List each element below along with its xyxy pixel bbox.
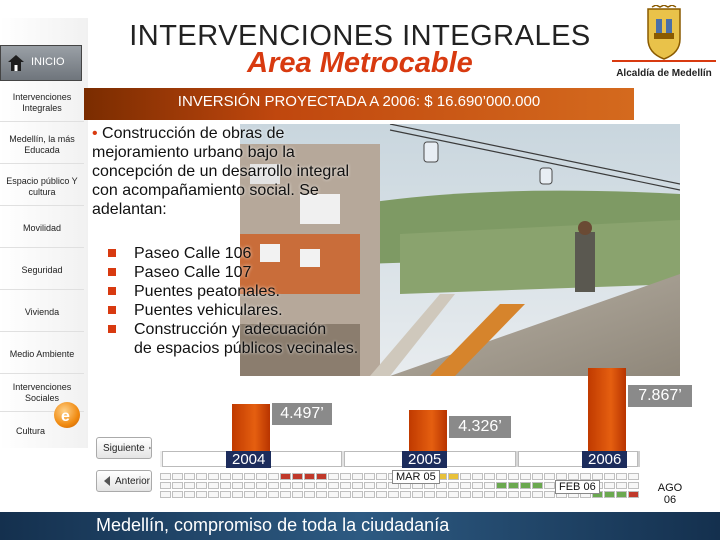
timeline-cell xyxy=(232,473,243,480)
next-button[interactable] xyxy=(96,437,152,459)
timeline-cell xyxy=(304,473,315,480)
timeline-cell xyxy=(352,473,363,480)
investment-bar-2005 xyxy=(409,410,447,454)
timeline-cell xyxy=(208,491,219,498)
timeline-cell xyxy=(256,491,267,498)
timeline-cell xyxy=(520,491,531,498)
bullet-dot-icon: • xyxy=(92,125,103,142)
timeline-cell xyxy=(184,482,195,489)
timeline-cell xyxy=(340,491,351,498)
timeline-cell xyxy=(304,482,315,489)
sidebar-item-intervenciones-integrales[interactable]: Intervenciones Integrales xyxy=(0,84,84,122)
timeline-cell xyxy=(196,473,207,480)
timeline-cell xyxy=(340,473,351,480)
marker-ago-06: AGO 06 xyxy=(657,482,683,506)
list-item: Paseo Calle 107 xyxy=(108,263,368,282)
timeline-cell xyxy=(208,482,219,489)
timeline-cell xyxy=(208,473,219,480)
timeline-cell xyxy=(472,473,483,480)
timeline-cell xyxy=(268,473,279,480)
timeline-cell xyxy=(580,473,591,480)
timeline-cell xyxy=(160,482,171,489)
timeline-cell xyxy=(460,482,471,489)
timeline-cell xyxy=(184,491,195,498)
timeline-cell xyxy=(484,473,495,480)
timeline-cell xyxy=(376,473,387,480)
lead-text: Construcción de obras de mejoramiento urbano bajo la concepción de un desarrollo integral con acompañamiento social. Se adelantan: xyxy=(92,125,350,218)
cultura-e-icon xyxy=(54,402,80,428)
square-bullet-icon xyxy=(108,325,116,333)
timeline-cell xyxy=(388,491,399,498)
timeline-cell xyxy=(508,473,519,480)
timeline-cell xyxy=(508,491,519,498)
timeline-cell xyxy=(220,491,231,498)
value-label-2006: 7.867’ xyxy=(638,387,682,404)
timeline-cell xyxy=(460,491,471,498)
marker-mar-05: MAR 05 xyxy=(392,470,440,484)
timeline-cell xyxy=(520,473,531,480)
timeline-cell xyxy=(496,482,507,489)
timeline-cell xyxy=(232,482,243,489)
timeline-cell xyxy=(268,491,279,498)
timeline-cell xyxy=(592,473,603,480)
list-item: Paseo Calle 106 xyxy=(108,244,368,263)
timeline-cell xyxy=(304,491,315,498)
timeline-cell xyxy=(340,482,351,489)
timeline-cell xyxy=(328,491,339,498)
timeline-cell xyxy=(400,491,411,498)
timeline-cell xyxy=(172,491,183,498)
list-item: Construcción y adecuación xyxy=(108,320,368,339)
description-block xyxy=(92,124,360,219)
timeline-cell xyxy=(160,473,171,480)
timeline-cell xyxy=(220,473,231,480)
timeline-cell xyxy=(352,482,363,489)
timeline-cell xyxy=(292,482,303,489)
timeline-cell xyxy=(568,473,579,480)
arrow-left-icon xyxy=(103,476,111,486)
timeline-cell xyxy=(268,482,279,489)
year-label-2006: 2006 xyxy=(582,451,627,468)
page-title: INTERVENCIONES INTEGRALES xyxy=(129,20,591,52)
list-item: Puentes vehiculares. xyxy=(108,301,368,320)
timeline-cell xyxy=(532,482,543,489)
timeline-cell xyxy=(604,491,615,498)
timeline-cell xyxy=(448,491,459,498)
timeline-cell xyxy=(244,473,255,480)
timeline-cell xyxy=(532,491,543,498)
square-bullet-icon xyxy=(108,306,116,314)
timeline-cell xyxy=(316,491,327,498)
sidebar-item-espacio-publico[interactable]: Espacio público Y cultura xyxy=(0,168,84,206)
timeline-cell xyxy=(364,491,375,498)
timeline-cell xyxy=(364,482,375,489)
timeline-cell xyxy=(280,473,291,480)
timeline-cell xyxy=(160,491,171,498)
timeline-cell xyxy=(496,473,507,480)
timeline-cell xyxy=(484,491,495,498)
sidebar-item-cultura[interactable]: Cultura xyxy=(16,425,46,436)
timeline-cell xyxy=(628,491,639,498)
page-subtitle: Area Metrocable xyxy=(247,47,473,79)
timeline-cell xyxy=(484,482,495,489)
list-item: Puentes peatonales. xyxy=(108,282,368,301)
timeline-cell xyxy=(520,482,531,489)
timeline-cell xyxy=(364,473,375,480)
timeline-cell xyxy=(244,491,255,498)
home-icon xyxy=(7,54,25,72)
list-item-continuation: de espacios públicos vecinales. xyxy=(134,340,359,357)
timeline-cell xyxy=(496,491,507,498)
timeline-cell xyxy=(448,473,459,480)
timeline-cell xyxy=(544,491,555,498)
investment-bar-2006 xyxy=(588,368,626,454)
timeline-cell xyxy=(532,473,543,480)
timeline-cell xyxy=(616,491,627,498)
sidebar-item-vivienda[interactable]: Vivienda xyxy=(0,294,84,332)
marker-feb-06: FEB 06 xyxy=(555,480,600,494)
timeline-cell xyxy=(328,473,339,480)
square-bullet-icon xyxy=(108,268,116,276)
sidebar-item-movilidad[interactable]: Movilidad xyxy=(0,210,84,248)
svg-text:e: e xyxy=(61,408,70,425)
timeline-cell xyxy=(172,473,183,480)
value-label-2004: 4.497’ xyxy=(280,405,324,422)
sidebar-item-medellin-educada[interactable]: Medellín, la más Educada xyxy=(0,126,84,164)
timeline-cell xyxy=(544,473,555,480)
timeline-cell xyxy=(256,473,267,480)
next-label: Siguiente xyxy=(103,442,145,454)
timeline-cell xyxy=(424,491,435,498)
timeline-cell xyxy=(628,482,639,489)
timeline-cell xyxy=(196,491,207,498)
timeline-cell xyxy=(220,482,231,489)
timeline-cell xyxy=(436,491,447,498)
timeline-cell xyxy=(472,491,483,498)
sidebar-item-medio-ambiente[interactable]: Medio Ambiente xyxy=(0,336,84,374)
timeline-cell xyxy=(244,482,255,489)
works-list xyxy=(108,244,368,358)
timeline-cell xyxy=(376,491,387,498)
timeline-cell xyxy=(256,482,267,489)
investment-bar-2004 xyxy=(232,404,270,454)
arrow-right-icon xyxy=(149,443,151,453)
footer-slogan: Medellín, compromiso de toda la ciudadanía xyxy=(96,515,450,535)
timeline-cell xyxy=(448,482,459,489)
timeline-cell xyxy=(280,482,291,489)
timeline-cell xyxy=(184,473,195,480)
home-label: INICIO xyxy=(31,56,65,68)
timeline-cell xyxy=(616,482,627,489)
previous-label: Anterior xyxy=(115,475,151,487)
timeline-cell xyxy=(376,482,387,489)
timeline-cell xyxy=(604,482,615,489)
timeline-cell xyxy=(292,473,303,480)
timeline-cell xyxy=(556,473,567,480)
timeline-cell xyxy=(544,482,555,489)
timeline-cell xyxy=(412,491,423,498)
value-label-2005: 4.326’ xyxy=(458,418,502,435)
timeline-cell xyxy=(508,482,519,489)
timeline-cell xyxy=(292,491,303,498)
sidebar-item-intervenciones-sociales[interactable]: Intervenciones Sociales xyxy=(0,374,84,412)
timeline-cell xyxy=(316,473,327,480)
home-button[interactable] xyxy=(0,45,82,81)
timeline-cell xyxy=(352,491,363,498)
timeline-cell xyxy=(196,482,207,489)
square-bullet-icon xyxy=(108,287,116,295)
timeline-cell xyxy=(172,482,183,489)
sidebar-item-seguridad[interactable]: Seguridad xyxy=(0,252,84,290)
square-bullet-icon xyxy=(108,249,116,257)
timeline-cell xyxy=(604,473,615,480)
timeline-cell xyxy=(316,482,327,489)
previous-button[interactable] xyxy=(96,470,152,492)
timeline-cell xyxy=(328,482,339,489)
timeline-cell xyxy=(232,491,243,498)
timeline-cell xyxy=(460,473,471,480)
timeline-cell xyxy=(472,482,483,489)
year-label-2004: 2004 xyxy=(226,451,271,468)
timeline-cell xyxy=(628,473,639,480)
timeline-cell xyxy=(616,473,627,480)
investment-banner-text: INVERSIÓN PROYECTADA A 2006: $ 16.690’000.000 xyxy=(177,93,541,110)
logo-label: Alcaldía de Medellín xyxy=(616,68,712,79)
year-label-2005: 2005 xyxy=(402,451,447,468)
timeline-cell xyxy=(280,491,291,498)
